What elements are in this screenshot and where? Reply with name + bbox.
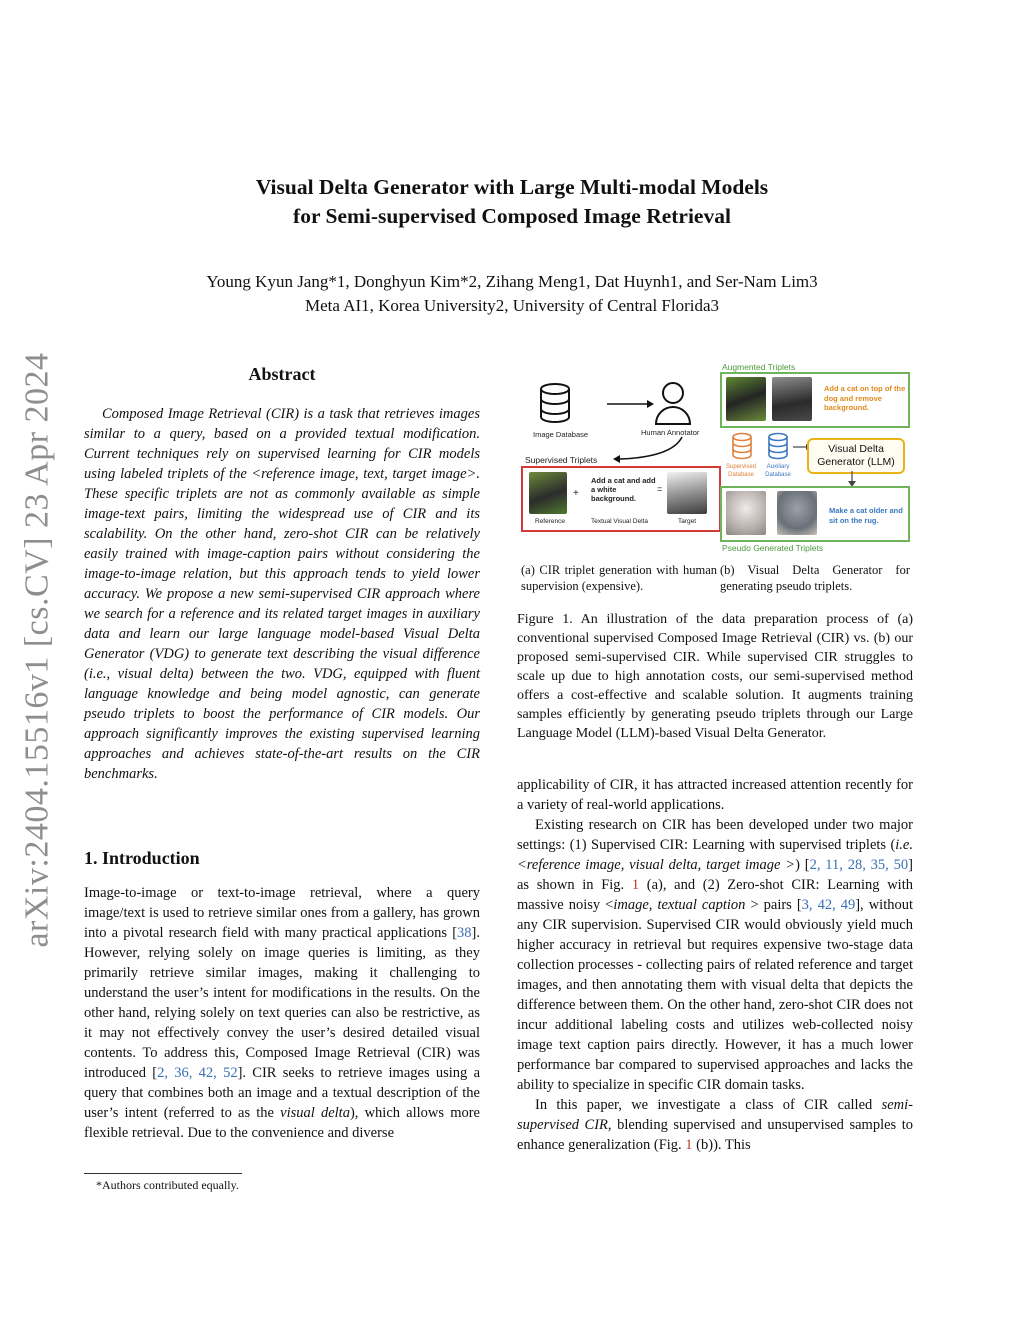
supervised-database-icon [731,432,753,462]
abstract-body [84,404,480,784]
human-annotator-label: Human Annotator [641,428,700,437]
supervised-triplets-label: Supervised Triplets [525,455,598,465]
figure-ref-link[interactable]: 1 [631,877,640,893]
augmented-triplets-label: Augmented Triplets [722,362,796,372]
figure-1-caption: Figure 1. An illustration of the data preparation process of (a) conventional supervised Composed Image Retrieval (CIR) vs. (b) our proposed semi-supervised CIR. While supervised CIR struggles to scale up due to high annotation costs, our semi-supervised method offers a cost-effective and scalable solution. It augments training samples efficiently by generating pseudo triplets through our Large Language Model (LLM)-based Visual Delta Generator. [517,612,913,741]
person-icon [652,380,694,426]
intro-body [84,883,480,1143]
paper-title [120,173,904,231]
visual-delta-generator-box [807,438,905,474]
right-column-body [517,775,913,1155]
right-paragraph-3 [517,1095,913,1155]
intro-emphasis: visual delta [280,1105,350,1121]
subcaption-b: (b) Visual Delta Generator for generating pseudo triplets. [720,563,910,593]
p2-text-d: (a), and (2) Zero-shot CIR: Learning with massive noisy < [517,877,913,913]
intro-text-c: ]. CIR seeks to retrieve images using a query that combines both an image and a textual description of the user’s intent (referred to as the [84,1065,481,1121]
p2-text-c: ] as shown in Fig. [517,857,913,893]
p2-text-a: Existing research on CIR has been developed under two major settings: (1) Supervised CIR: Learning with supervised triplets ( [517,817,913,853]
p2-text-b: ) [ [795,857,810,873]
intro-text-d: ), which allows more flexible retrieval. Due to the convenience and diverse [84,1105,480,1141]
augmented-target-image [772,377,812,421]
p3-text-b: , blending supervised and unsupervised samples to enhance generalization (Fig. [517,1117,914,1153]
p2-emphasis-2: image, textual caption [613,897,746,913]
equals-sign: = [657,484,663,494]
citation-link[interactable]: 3, 42, 49 [801,897,856,913]
right-paragraph-2 [517,815,913,1095]
arrow-right-icon [607,398,655,410]
footnote-rule [84,1173,242,1174]
pseudo-reference-kitten-image [726,491,766,535]
affiliations-line: Meta AI1, Korea University2, University of Central Florida3 [304,296,720,315]
arrow-down-icon [847,471,857,487]
target-dog-cat-image [667,472,707,514]
right-paragraph-1: applicability of CIR, it has attracted increased attention recently for a variety of real-world applications. [517,777,913,813]
curved-arrow-icon [612,435,692,465]
arxiv-side-stamp [18,350,58,950]
pseudo-triplets-label: Pseudo Generated Triplets [722,543,824,553]
textual-visual-delta-label: Textual Visual Delta [591,518,648,525]
target-label: Target [678,518,697,525]
p3-text-c: (b)). This [692,1137,751,1153]
intro-text-a: Image-to-image or text-to-image retrieval, where a query image/text is used to retrieve similar ones from a gallery, has grown into a pivotal research field with many practical applications [ [84,885,480,941]
supervised-delta-text: Add a cat and add a white background. [591,476,656,503]
citation-link[interactable]: 2, 11, 28, 35, 50 [809,857,909,873]
auxiliary-database-label: Auxiliary Database [765,464,791,478]
intro-heading: 1. Introduction [84,848,200,868]
augmented-delta-text: Add a cat on top of the dog and remove background. [824,384,906,412]
footnote: *Authors contributed equally. [96,1178,239,1192]
p2-text-e: > pairs [ [745,897,802,913]
p3-text-a: In this paper, we investigate a class of CIR called [535,1097,882,1113]
authors-block [100,270,924,318]
supervised-database-label: Supervised Database [725,464,757,478]
citation-link[interactable]: 38 [457,925,472,941]
plus-sign: + [573,488,579,499]
pseudo-delta-text: Make a cat older and sit on the rug. [829,506,903,525]
p3-emphasis: semi-supervised CIR [517,1097,913,1133]
figure-ref-link[interactable]: 1 [685,1137,693,1153]
title-line-2: for Semi-supervised Composed Image Retrieval [293,204,731,228]
citation-link[interactable]: 2, 36, 42, 52 [157,1065,238,1081]
image-database-label: Image Database [533,430,589,439]
title-line-1: Visual Delta Generator with Large Multi-modal Models [255,175,769,199]
abstract-text: Composed Image Retrieval (CIR) is a task that retrieves images similar to a query, based on a provided textual modification. Current techniques rely on supervised learning for CIR models using labeled triplets of the <reference image, text, target image>. These specific triplets are not as commonly available as simple image-text pairs, limiting the widespread use of CIR and its scalability. On the other hand, zero-shot CIR can be relatively easily trained with image-caption pairs without considering the image-to-image relation, but this approach tends to yield lower accuracy. We propose a new semi-supervised CIR approach where we search for a reference and its related target images in auxiliary data and learn our large language model-based Visual Delta Generator (VDG) to generate text describing the visual difference (i.e., visual delta) between the two. VDG, equipped with fluent language knowledge and being model agnostic, can generate pseudo triplets to boost the performance of CIR models. Our approach significantly improves the existing supervised learning approaches and achieves state-of-the-art results on the CIR benchmarks. [84,406,480,782]
intro-text-b: ]. However, relying solely on image queries is limiting, as they primarily retrieve similar images, making it challenging to understand the user’s intent for modifications in the results. On the other hand, relying solely on text queries can also be restrictive, as it may not effectively convey the user’s desired detailed visual contents. To address this, Composed Image Retrieval (CIR) was introduced [ [84,925,480,1081]
database-icon [537,382,577,428]
vdg-label: Visual Delta Generator (LLM) [817,443,895,468]
pseudo-target-cat-image [777,491,817,535]
reference-dog-image [529,472,567,514]
p2-text-f: ], without any CIR supervision. Supervised CIR would obviously yield much higher accuracy in retrieval but requires expensive two-stage data collection processes - collecting pairs of related reference and target images, and then annotating them with visual delta that depicts the difference between them. On the other hand, zero-shot CIR does not incur additional labeling costs and utilizes web-collected noisy image text caption pairs directly. However, it has a much lower performance bar compared to supervised approaches and lacks the ability to specialize in specific CIR domain tasks. [517,897,913,1093]
auxiliary-database-icon [767,432,789,462]
figure-1 [517,360,917,560]
intro-paragraph [84,883,480,1143]
arxiv-id: arXiv:2404.15516v1 [cs.CV] 23 Apr 2024 [19,352,56,948]
abstract-heading: Abstract [248,364,316,384]
subcaption-a: (a) CIR triplet generation with human supervision (expensive). [521,563,717,593]
authors-line: Young Kyun Jang*1, Donghyun Kim*2, Zihang Meng1, Dat Huynh1, and Ser-Nam Lim3 [206,272,818,291]
augmented-reference-image [726,377,766,421]
reference-label: Reference [535,518,565,525]
p2-emphasis-1: i.e. <reference image, visual delta, target image > [517,837,913,873]
